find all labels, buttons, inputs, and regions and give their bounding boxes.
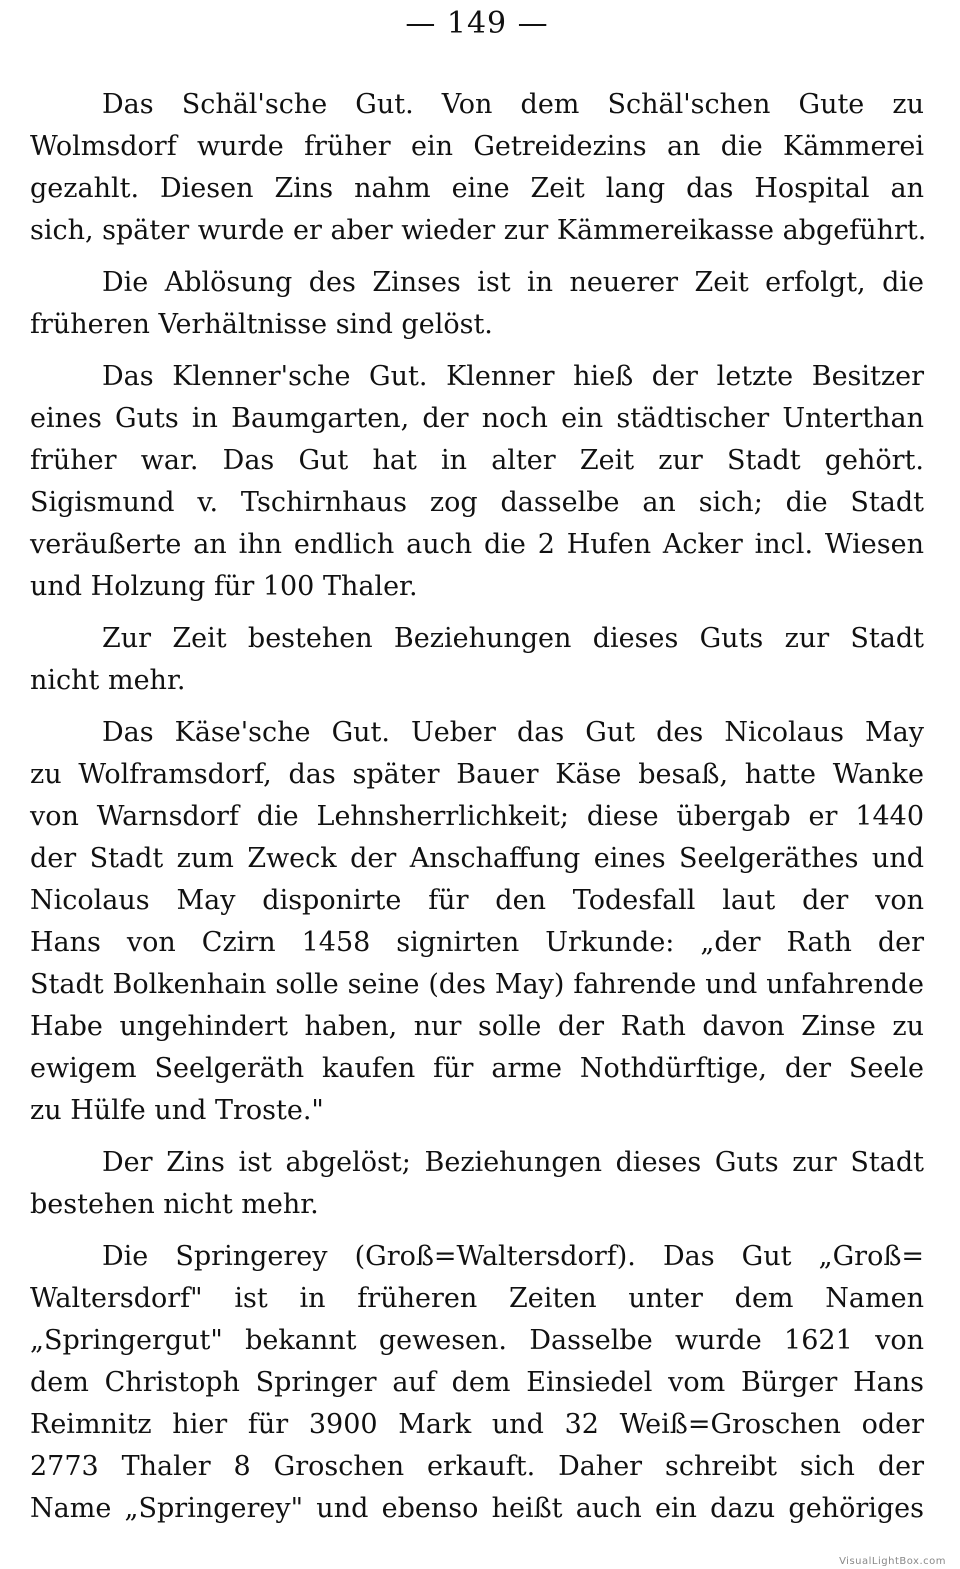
text-line: ewigem Seelgeräth kaufen für arme Nothdürftige, der Seele [30,1053,924,1084]
text-line: dem Christoph Springer auf dem Einsiedel vom Bürger Hans [30,1367,924,1398]
text-line: Reimnitz hier für 3900 Mark und 32 Weiß=Groschen oder [30,1409,924,1440]
paragraph-gap [30,702,924,712]
text-line: Sigismund v. Tschirnhaus zog dasselbe an sich; die Stadt [30,487,924,518]
text-line: Zur Zeit bestehen Beziehungen dieses Guts zur Stadt [102,623,924,654]
text-line: sich, später wurde er aber wieder zur Kämmereikasse abgeführt. [30,215,927,246]
text-line: Das Käse'sche Gut. Ueber das Gut des Nicolaus May [102,717,924,748]
watermark: VisualLightBox.com [839,1556,946,1567]
paragraph-springerey [30,1236,924,1530]
paragraph-gap [30,608,924,618]
paragraph-schaelsche-gut [30,84,927,252]
text-line: „Springergut" bekannt gewesen. Dasselbe wurde 1621 von [30,1325,924,1356]
body-text [30,84,927,1530]
text-line: von Warnsdorf die Lehnsherrlichkeit; diese übergab er 1440 [30,801,924,832]
text-line: früher war. Das Gut hat in alter Zeit zur Stadt gehört. [30,445,924,476]
text-line: Die Ablösung des Zinses ist in neuerer Zeit erfolgt, die [102,267,924,298]
paragraph-kaesesche-gut [30,712,924,1132]
text-line: Das Schäl'sche Gut. Von dem Schäl'schen Gute zu [102,89,924,120]
text-line: Name „Springerey" und ebenso heißt auch ein dazu gehöriges [30,1493,924,1524]
text-line: zu Wolframsdorf, das später Bauer Käse besaß, hatte Wanke [30,759,924,790]
text-line: nicht mehr. [30,665,186,696]
text-line: veräußerte an ihn endlich auch die 2 Hufen Acker incl. Wiesen [30,529,924,560]
text-line: und Holzung für 100 Thaler. [30,571,418,602]
text-line: der Stadt zum Zweck der Anschaffung eines Seelgeräthes und [30,843,924,874]
text-line: Hans von Czirn 1458 signirten Urkunde: „der Rath der [30,927,924,958]
text-line: 2773 Thaler 8 Groschen erkauft. Daher schreibt sich der [30,1451,924,1482]
text-line: Stadt Bolkenhain solle seine (des May) fahrende und unfahrende [30,969,924,1000]
text-line: Das Klenner'sche Gut. Klenner hieß der letzte Besitzer [102,361,924,392]
text-line: zu Hülfe und Troste." [30,1095,324,1126]
text-line: Waltersdorf" ist in früheren Zeiten unter dem Namen [30,1283,924,1314]
text-line: gezahlt. Diesen Zins nahm eine Zeit lang das Hospital an [30,173,924,204]
text-line: früheren Verhältnisse sind gelöst. [30,309,493,340]
paragraph-zur-zeit [30,618,924,702]
paragraph-abloesung [30,262,924,346]
text-line: eines Guts in Baumgarten, der noch ein städtischer Unterthan [30,403,924,434]
paragraph-gap [30,252,924,262]
paragraph-gap [30,1132,924,1142]
text-line: Der Zins ist abgelöst; Beziehungen dieses Guts zur Stadt [102,1147,924,1178]
page-number: — 149 — [405,6,549,41]
paragraph-gap [30,346,924,356]
text-line: Die Springerey (Groß=Waltersdorf). Das Gut „Groß= [102,1241,924,1272]
paragraph-gap [30,1226,924,1236]
text-line: Wolmsdorf wurde früher ein Getreidezins an die Kämmerei [30,131,924,162]
text-line: Nicolaus May disponirte für den Todesfall laut der von [30,885,924,916]
text-line: Habe ungehindert haben, nur solle der Rath davon Zinse zu [30,1011,924,1042]
book-page [30,0,927,1569]
paragraph-zins-abgeloest [30,1142,924,1226]
text-line: bestehen nicht mehr. [30,1189,319,1220]
paragraph-klennersche-gut [30,356,924,608]
